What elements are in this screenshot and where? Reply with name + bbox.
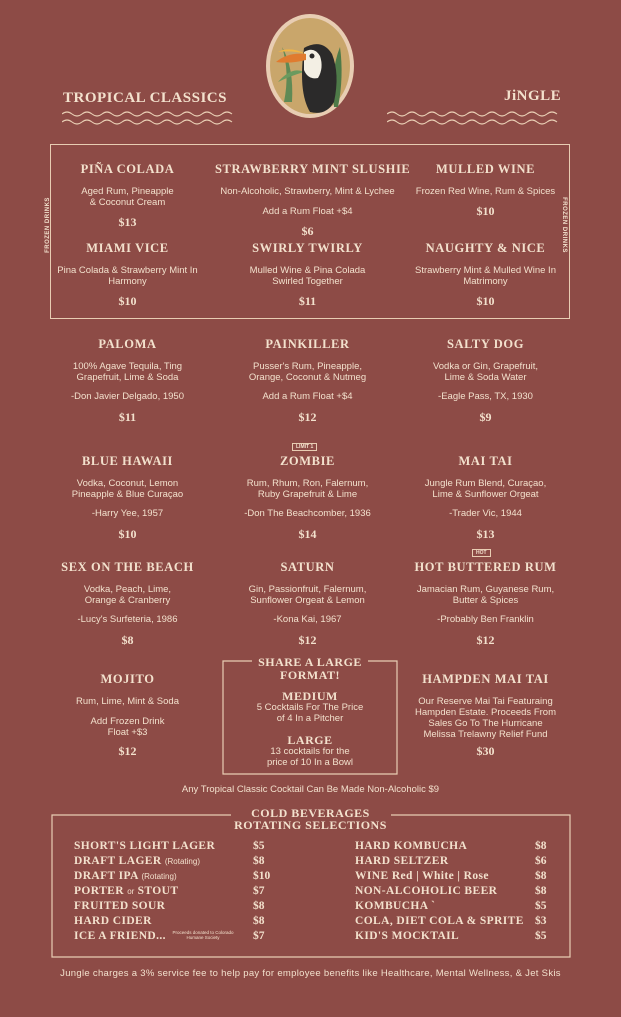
- drink-price: $12: [298, 410, 317, 424]
- drink-price: $9: [479, 410, 492, 424]
- beverage-price: $7: [253, 885, 265, 897]
- beverage-item: [355, 855, 449, 867]
- beverage-name: DRAFT LAGER: [74, 855, 162, 867]
- drink-name: SATURN: [280, 560, 335, 574]
- service-fee-footer: Jungle charges a 3% service fee to help pay for employee benefits like Healthcare, Mental Wellness, & Jet Skis: [60, 968, 561, 979]
- drink-price: $6: [301, 224, 314, 238]
- drink-price: $30: [476, 744, 495, 758]
- drink-note: Add a Rum Float +$4: [262, 391, 353, 402]
- beverages-title: COLD BEVERAGES: [251, 806, 370, 820]
- beverage-item: [355, 885, 497, 897]
- drink-note: Add Frozen Drink Float +$3: [90, 716, 165, 738]
- drink-price: $10: [118, 294, 137, 308]
- beverage-note: (Rotating): [164, 857, 200, 866]
- beverage-item: [74, 885, 178, 897]
- hot-badge: HOT: [472, 549, 491, 557]
- drink-desc: Strawberry Mint & Mulled Wine In Matrimony: [415, 265, 556, 287]
- drink-price: $13: [476, 527, 495, 541]
- beverage-name: SHORT'S LIGHT LAGER: [74, 840, 216, 852]
- drink-name: SEX ON THE BEACH: [61, 560, 194, 574]
- drink-desc: Pina Colada & Strawberry Mint In Harmony: [57, 265, 198, 287]
- drink-desc: Vodka, Peach, Lime, Orange & Cranberry: [83, 584, 172, 606]
- frozen-drinks-side-label-left: FROZEN DRINKS: [44, 197, 51, 253]
- beverage-name: KID'S MOCKTAIL: [355, 930, 460, 942]
- beverage-name: HARD SELTZER: [355, 855, 449, 867]
- beverage-name: WINE Red | White | Rose: [355, 870, 489, 882]
- beverage-name: COLA, DIET COLA & SPRITE: [355, 915, 524, 927]
- drink-price: $10: [476, 294, 495, 308]
- beverage-note: or: [127, 887, 135, 896]
- beverage-item: [355, 915, 524, 927]
- drink-desc: Jamacian Rum, Guyanese Rum, Butter & Spices: [416, 584, 555, 606]
- drink-name: NAUGHTY & NICE: [425, 241, 546, 255]
- drink-note: -Lucy's Surfeteria, 1986: [77, 614, 178, 625]
- drink-note: -Trader Vic, 1944: [449, 508, 522, 519]
- drink-desc: Gin, Passionfruit, Falernum, Sunflower Orgeat & Lemon: [248, 584, 367, 606]
- non-alcoholic-note: Any Tropical Classic Cocktail Can Be Made Non-Alcoholic $9: [181, 784, 440, 795]
- drink-price: $12: [476, 633, 495, 647]
- beverage-price: $5: [535, 930, 547, 942]
- drink-desc: Frozen Red Wine, Rum & Spices: [415, 186, 556, 197]
- beverage-name: NON-ALCOHOLIC BEER: [355, 885, 498, 897]
- drink-name: PALOMA: [98, 337, 157, 351]
- drink-name: PIÑA COLADA: [80, 162, 175, 176]
- beverage-item: [355, 870, 489, 882]
- beverage-name: PORTER: [74, 885, 124, 897]
- large-desc: 13 cocktails for the price of 10 In a Bowl: [266, 746, 354, 768]
- drink-name: MAI TAI: [458, 454, 513, 468]
- beverage-item: [74, 870, 177, 882]
- beverage-price: $8: [535, 870, 547, 882]
- drink-name: BLUE HAWAII: [82, 454, 173, 468]
- drink-desc: Non-Alcoholic, Strawberry, Mint & Lychee: [220, 186, 395, 197]
- beverage-price: $8: [253, 900, 265, 912]
- beverage-name: DRAFT IPA: [74, 870, 139, 882]
- drink-name: MOJITO: [100, 672, 155, 686]
- beverage-price: $6: [535, 855, 547, 867]
- drink-name: SWIRLY TWIRLY: [252, 241, 363, 255]
- beverage-item: [74, 855, 200, 867]
- drink-desc: Rum, Lime, Mint & Soda: [76, 696, 179, 707]
- beverage-price: $8: [253, 855, 265, 867]
- drink-note: -Probably Ben Franklin: [437, 614, 534, 625]
- drink-price: $11: [298, 294, 317, 308]
- drink-desc: 100% Agave Tequila, Ting Grapefruit, Lime & Soda: [72, 361, 183, 383]
- beverage-price: $3: [535, 915, 547, 927]
- drink-price: $14: [298, 527, 317, 541]
- beverage-name: HARD KOMBUCHA: [355, 840, 468, 852]
- drink-desc: Vodka, Coconut, Lemon Pineapple & Blue Curaçao: [71, 478, 184, 500]
- drink-desc: Jungle Rum Blend, Curaçao, Lime & Sunflower Orgeat: [424, 478, 547, 500]
- wave-divider-left: [62, 110, 237, 128]
- drink-desc: Rum, Rhum, Ron, Falernum, Ruby Grapefruit & Lime: [246, 478, 369, 500]
- drink-price: $11: [118, 410, 137, 424]
- drink-name: HAMPDEN MAI TAI: [422, 672, 549, 686]
- drink-price: $8: [121, 633, 134, 647]
- beverage-name: ICE A FRIEND...: [74, 930, 166, 942]
- medium-title: MEDIUM: [282, 689, 338, 703]
- drink-name: PAINKILLER: [265, 337, 350, 351]
- drink-name: ZOMBIE: [280, 454, 335, 468]
- drink-price: $12: [118, 744, 137, 758]
- beverage-item: [74, 930, 166, 942]
- drink-name: STRAWBERRY MINT SLUSHIE: [215, 162, 411, 176]
- drink-note: -Don The Beachcomber, 1936: [244, 508, 371, 519]
- drink-price: $10: [476, 204, 495, 218]
- beverage-price: $10: [253, 870, 271, 882]
- drink-desc: Our Reserve Mai Tai Featuraing Hampden Estate. Proceeds From Sales Go To The Hurricane Melissa Trelawny Relief Fund: [415, 696, 556, 740]
- beverage-item: [355, 840, 467, 852]
- beverage-price: $8: [535, 885, 547, 897]
- beverage-price: $5: [535, 900, 547, 912]
- beverage-item: [74, 915, 152, 927]
- drink-name: MULLED WINE: [435, 162, 536, 176]
- drink-name: HOT BUTTERED RUM: [414, 560, 557, 574]
- beverage-item: [74, 840, 215, 852]
- beverage-price: $5: [253, 840, 265, 852]
- beverage-price: $8: [253, 915, 265, 927]
- frozen-drinks-side-label-right: FROZEN DRINKS: [560, 197, 567, 253]
- beverage-price: $8: [535, 840, 547, 852]
- drink-note: -Eagle Pass, TX, 1930: [438, 391, 533, 402]
- drink-note: -Harry Yee, 1957: [91, 508, 164, 519]
- drink-desc: Aged Rum, Pineapple & Coconut Cream: [81, 186, 174, 208]
- beverage-item: [355, 930, 459, 942]
- limit-badge: LIMIT 1: [292, 443, 317, 451]
- brand-title-jingle: JiNGLE: [504, 88, 562, 104]
- donation-note: Proceeds donated to Colorado Humane Society: [172, 930, 234, 940]
- beverage-name: HARD CIDER: [74, 915, 152, 927]
- drink-price: $12: [298, 633, 317, 647]
- drink-name: SALTY DOG: [446, 337, 525, 351]
- beverages-subtitle: ROTATING SELECTIONS: [234, 818, 387, 832]
- drink-desc: Mulled Wine & Pina Colada Swirled Together: [249, 265, 366, 287]
- drink-note: -Don Javier Delgado, 1950: [70, 391, 184, 402]
- beverage-note: (Rotating): [141, 872, 177, 881]
- drink-price: $13: [118, 215, 137, 229]
- drink-desc: Pusser's Rum, Pineapple, Orange, Coconut & Nutmeg: [248, 361, 367, 383]
- beverage-price: $7: [253, 930, 265, 942]
- drink-price: $10: [118, 527, 137, 541]
- beverage-name-2: STOUT: [137, 885, 179, 897]
- beverage-item: [74, 900, 165, 912]
- medium-desc: 5 Cocktails For The Price of 4 In a Pitcher: [256, 702, 364, 724]
- beverage-item: [355, 900, 435, 912]
- beverage-name: FRUITED SOUR: [74, 900, 166, 912]
- share-title: SHARE A LARGE FORMAT!: [258, 655, 362, 682]
- wave-divider-right: [387, 110, 562, 128]
- drink-name: MIAMI VICE: [86, 241, 169, 255]
- drink-note: Add a Rum Float +$4: [262, 206, 353, 217]
- section-title-tropical-classics: TROPICAL CLASSICS: [63, 90, 227, 106]
- drink-note: -Kona Kai, 1967: [273, 614, 342, 625]
- large-title: LARGE: [287, 733, 333, 747]
- drink-desc: Vodka or Gin, Grapefruit, Lime & Soda Water: [432, 361, 539, 383]
- beverage-name: KOMBUCHA `: [355, 900, 436, 912]
- toucan-icon: [264, 12, 356, 120]
